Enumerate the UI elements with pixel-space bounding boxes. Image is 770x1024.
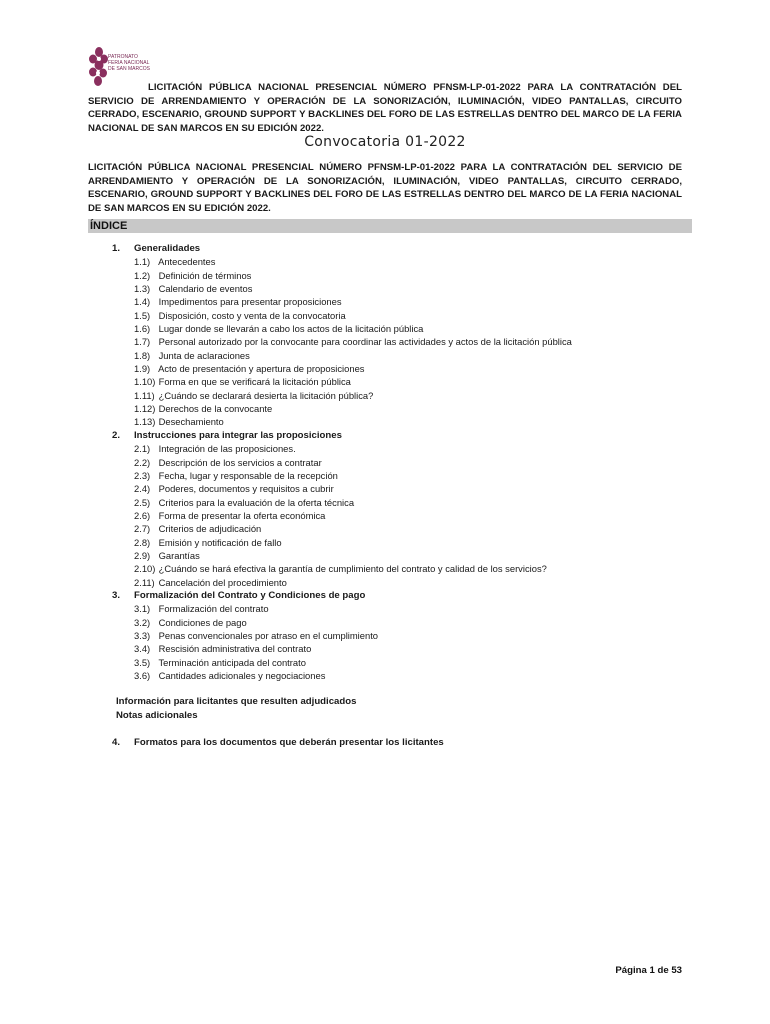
item-label: Junta de aclaraciones	[158, 349, 250, 361]
info-block	[116, 695, 356, 723]
item-number: 1.1)	[134, 256, 151, 268]
logo-line: DE SAN MARCOS	[108, 66, 150, 72]
page-number: Página 1 de 53	[615, 965, 682, 976]
item-number: 2.7)	[134, 523, 151, 535]
toc-section[interactable]	[88, 429, 692, 442]
item-label: Personal autorizado por la convocante para coordinar las actividades y actos de la licitación pública	[158, 336, 572, 348]
toc-item[interactable]	[88, 549, 692, 562]
intro-title: LICITACIÓN PÚBLICA NACIONAL PRESENCIAL NÚMERO PFNSM-LP-01-2022 PARA LA CONTRATACIÓN DEL SERVICIO DE ARRENDAMIENTO Y OPERACIÓN DE LA SONORIZACIÓN, ILUMINACIÓN, VIDEO PANTALLAS, CIRCUITO CERRADO, ESCENARIO, GROUND SUPPORT Y BACKLINES DEL FORO DE LAS ESTRELLAS DENTRO DEL MARCO DE LA FERIA NACIONAL DE SAN MARCOS EN SU EDICIÓN 2022.	[88, 162, 682, 215]
item-label: Desechamiento	[158, 416, 224, 428]
item-label: Cantidades adicionales y negociaciones	[158, 670, 326, 681]
item-label: Derechos de la convocante	[158, 403, 273, 415]
logo-line: FERIA NACIONAL	[108, 60, 150, 66]
item-number: 3.6)	[134, 670, 151, 681]
toc-item[interactable]	[88, 415, 692, 428]
toc-item[interactable]	[88, 402, 692, 415]
item-number: 1.12)	[134, 403, 156, 415]
item-label: Criterios de adjudicación	[158, 523, 262, 535]
item-label: Garantías	[158, 549, 200, 561]
section-label: Formalización del Contrato y Condiciones de pago	[134, 589, 366, 601]
item-number: 3.1)	[134, 603, 151, 615]
item-number: 3.3)	[134, 629, 151, 641]
section-label: Instrucciones para integrar las proposiciones	[134, 429, 342, 441]
item-number: 2.11)	[134, 576, 155, 588]
item-label: Calendario de eventos	[158, 283, 253, 295]
section-number: 1.	[112, 243, 121, 254]
item-label: ¿Cuándo se hará efectiva la garantía de cumplimiento del contrato y calidad de los servicios?	[158, 563, 547, 575]
section-number: 4.	[112, 737, 121, 748]
toc-item[interactable]	[88, 629, 692, 642]
item-label: Penas convencionales por atraso en el cumplimiento	[158, 629, 379, 641]
toc-item[interactable]	[88, 576, 692, 589]
toc-item[interactable]	[88, 335, 692, 348]
toc-item[interactable]	[88, 456, 692, 469]
toc-item[interactable]	[88, 389, 692, 402]
item-number: 3.2)	[134, 616, 151, 628]
item-label: Disposición, costo y venta de la convocatoria	[158, 309, 346, 321]
section-label: Formatos para los documentos que deberán presentar los licitantes	[134, 737, 444, 748]
item-number: 2.1)	[134, 443, 151, 455]
logo-line: PATRONATO	[108, 54, 138, 60]
toc-item[interactable]	[88, 602, 692, 615]
item-label: Descripción de los servicios a contratar	[158, 456, 322, 468]
section-number: 3.	[112, 589, 121, 601]
item-number: 1.11)	[134, 389, 155, 401]
item-number: 2.2)	[134, 456, 151, 468]
item-number: 1.13)	[134, 416, 156, 428]
section-number: 2.	[112, 429, 121, 441]
item-number: 3.5)	[134, 656, 151, 668]
item-label: Fecha, lugar y responsable de la recepción	[158, 469, 338, 481]
item-number: 2.8)	[134, 536, 151, 548]
toc-item[interactable]	[88, 362, 692, 375]
index-heading: ÍNDICE	[90, 220, 128, 232]
header-title: LICITACIÓN PÚBLICA NACIONAL PRESENCIAL NÚMERO PFNSM-LP-01-2022 PARA LA CONTRATACIÓN DEL SERVICIO DE ARRENDAMIENTO Y OPERACIÓN DE LA SONORIZACIÓN, ILUMINACIÓN, VIDEO PANTALLAS, CIRCUITO CERRADO, ESCENARIO, GROUND SUPPORT Y BACKLINES DEL FORO DE LAS ESTRELLAS DENTRO DEL MARCO DE LA FERIA NACIONAL DE SAN MARCOS EN SU EDICIÓN 2022.	[88, 82, 682, 134]
toc-item[interactable]	[88, 282, 692, 295]
toc-section[interactable]	[88, 589, 692, 602]
item-number: 1.2)	[134, 269, 151, 281]
toc-item[interactable]	[88, 522, 692, 535]
toc-item[interactable]	[88, 536, 692, 549]
toc-item[interactable]	[88, 656, 692, 669]
item-label: Impedimentos para presentar proposiciones	[158, 296, 342, 308]
toc-item[interactable]	[88, 442, 692, 455]
item-label: Forma de presentar la oferta económica	[158, 509, 326, 521]
toc-item[interactable]	[88, 349, 692, 362]
index-heading-bar	[88, 219, 692, 233]
item-number: 1.9)	[134, 363, 151, 375]
info-line-adjudicados: Información para licitantes que resulten adjudicados	[116, 696, 357, 707]
item-number: 3.4)	[134, 643, 151, 655]
item-label: Definición de términos	[158, 269, 252, 281]
info-line-notas: Notas adicionales	[116, 710, 198, 721]
item-number: 1.10)	[134, 376, 156, 388]
item-number: 2.10)	[134, 563, 156, 575]
item-number: 2.4)	[134, 483, 151, 495]
toc-item[interactable]	[88, 642, 692, 655]
item-label: Acto de presentación y apertura de proposiciones	[158, 363, 365, 375]
item-number: 1.8)	[134, 349, 151, 361]
item-number: 2.5)	[134, 496, 151, 508]
toc-item[interactable]	[88, 255, 692, 268]
toc-item[interactable]	[88, 322, 692, 335]
item-number: 1.7)	[134, 336, 151, 348]
toc-item[interactable]	[88, 562, 692, 575]
item-number: 2.3)	[134, 469, 151, 481]
item-label: Integración de las proposiciones.	[158, 443, 296, 455]
toc-item[interactable]	[88, 509, 692, 522]
item-label: Formalización del contrato	[158, 603, 269, 615]
item-number: 1.5)	[134, 309, 151, 321]
item-label: Criterios para la evaluación de la oferta técnica	[158, 496, 355, 508]
toc-item[interactable]	[88, 269, 692, 282]
item-number: 2.9)	[134, 549, 151, 561]
table-of-contents	[88, 242, 692, 682]
toc-item[interactable]	[88, 496, 692, 509]
item-number: 1.4)	[134, 296, 151, 308]
item-label: Antecedentes	[158, 256, 216, 268]
toc-item[interactable]	[88, 375, 692, 388]
convocatoria-title: Convocatoria 01-2022	[304, 134, 466, 150]
toc-item[interactable]	[88, 295, 692, 308]
item-number: 1.3)	[134, 283, 151, 295]
item-label: Poderes, documentos y requisitos a cubrir	[158, 483, 334, 495]
toc-section[interactable]	[88, 242, 692, 255]
item-number: 1.6)	[134, 323, 151, 335]
item-label: ¿Cuándo se declarará desierta la licitación pública?	[158, 389, 374, 401]
item-label: Rescisión administrativa del contrato	[158, 643, 312, 655]
toc-item[interactable]	[88, 669, 692, 682]
item-label: Terminación anticipada del contrato	[158, 656, 306, 668]
logo-text	[108, 54, 148, 72]
toc-item[interactable]	[88, 482, 692, 495]
item-label: Emisión y notificación de fallo	[158, 536, 282, 548]
item-label: Forma en que se verificará la licitación pública	[158, 376, 351, 388]
toc-item[interactable]	[88, 616, 692, 629]
toc-item[interactable]	[88, 469, 692, 482]
item-number: 2.6)	[134, 509, 151, 521]
item-label: Cancelación del procedimiento	[158, 576, 287, 588]
item-label: Condiciones de pago	[158, 616, 247, 628]
toc-item[interactable]	[88, 309, 692, 322]
section-label: Generalidades	[134, 243, 201, 254]
item-label: Lugar donde se llevarán a cabo los actos de la licitación pública	[158, 323, 424, 335]
